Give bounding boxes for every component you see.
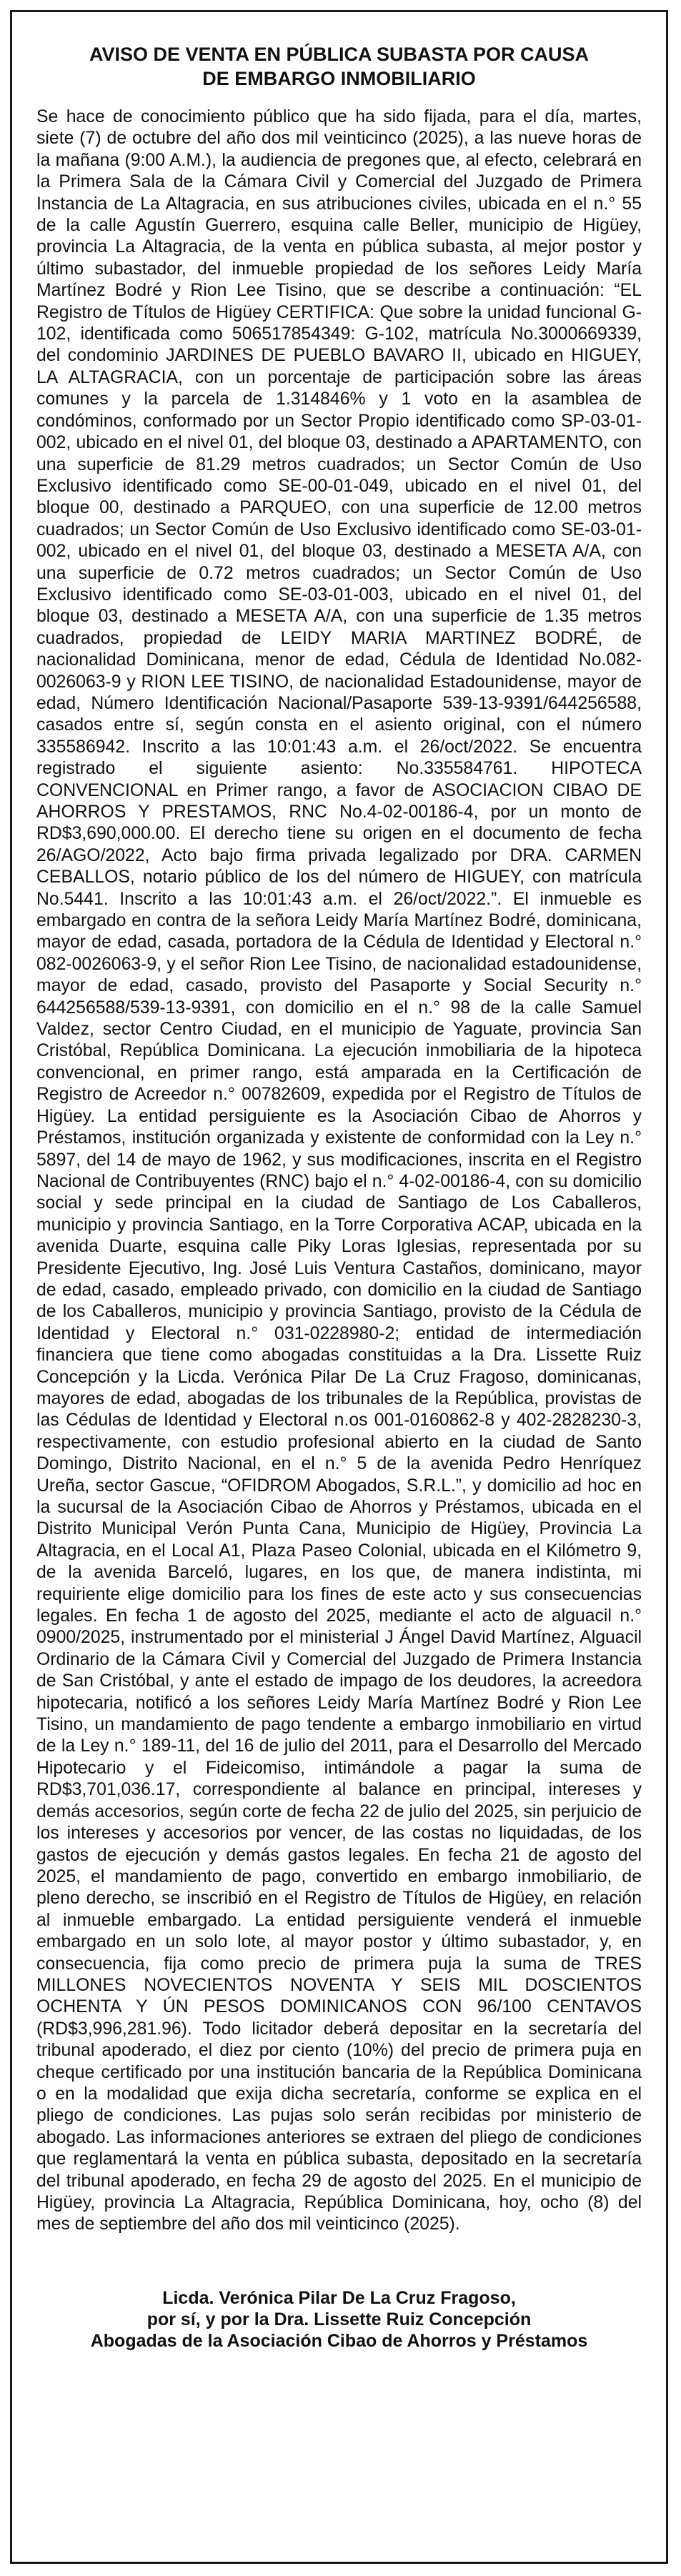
- signature-line-2: por sí, y por la Dra. Lissette Ruiz Concepción: [146, 2309, 532, 2329]
- notice-title-line-1: AVISO DE VENTA EN PÚBLICA SUBASTA POR CAUSA: [89, 44, 590, 65]
- signature-line-3: Abogadas de la Asociación Cibao de Ahorros y Préstamos: [90, 2330, 588, 2351]
- signature-line-1: Licda. Verónica Pilar De La Cruz Fragoso,: [162, 2287, 516, 2308]
- notice-title-line-2: DE EMBARGO INMOBILIARIO: [202, 68, 476, 89]
- notice-body: Se hace de conocimiento público que ha sido fijada, para el día, martes, siete (7) de octubre del año dos mil veinticinco (2025), a las nueve horas de la mañana (9:00 A.M.), la audiencia de pregones que, al efecto, celebrará en la Primera Sala de la Cámara Civil y Comercial del Juzgado de Primera Instancia de La Altagracia, en sus atribuciones civiles, ubicada en el n.° 55 de la calle Agustín Guerrero, esquina calle Beller, municipio de Higüey, provincia La Altagracia, de la venta en pública subasta, al mejor postor y último subastador, del inmueble propiedad de los señores Leidy María Martínez Bodré y Rion Lee Tisino, que se describe a continuación: “EL Registro de Títulos de Higüey CERTIFICA: Que sobre la unidad funcional G-102, identificada como 506517854349: G-102, matrícula No.3000669339, del condominio JARDINES DE PUEBLO BAVARO II, ubicado en HIGUEY, LA ALTAGRACIA, con un porcentaje de participación sobre las áreas comunes y la parcela de 1.314846% y 1 voto en la asamblea de condóminos, conformado por un Sector Propio identificado como SP-03-01-002, ubicado en el nivel 01, del bloque 03, destinado a APARTAMENTO, con una superficie de 81.29 metros cuadrados; un Sector Común de Uso Exclusivo identificado como SE-00-01-049, ubicado en el nivel 01, del bloque 00, destinado a PARQUEO, con una superficie de 12.00 metros cuadrados; un Sector Común de Uso Exclusivo identificado como SE-03-01-002, ubicado en el nivel 01, del bloque 03, destinado a MESETA A/A, con una superficie de 0.72 metros cuadrados; un Sector Común de Uso Exclusivo identificado como SE-03-01-003, ubicado en el nivel 01, del bloque 03, destinado a MESETA A/A, con una superficie de 1.35 metros cuadrados, propiedad de LEIDY MARIA MARTINEZ BODRÉ, de nacionalidad Dominicana, menor de edad, Cédula de Identidad No.082-0026063-9 y RION LEE TISINO, de nacionalidad Estadounidense, mayor de edad, Número Identificación Nacional/Pasaporte 539-13-9391/644256588, casados entre sí, según consta en el asiento original, con el número 335586942. Inscrito a las 10:01:43 a.m. el 26/oct/2022. Se encuentra registrado el siguiente asiento: No.335584761. HIPOTECA CONVENCIONAL en Primer rango, a favor de ASOCIACION CIBAO DE AHORROS Y PRESTAMOS, RNC No.4-02-00186-4, por un monto de RD$3,690,000.00. El derecho tiene su origen en el documento de fecha 26/AGO/2022, Acto bajo firma privada legalizado por DRA. CARMEN CEBALLOS, notario público de los del número de HIGUEY, con matrícula No.5441. Inscrito a las 10:01:43 a.m. el 26/oct/2022.”. El inmueble es embargado en contra de la señora Leidy María Martínez Bodré, dominicana, mayor de edad, casada, portadora de la Cédula de Identidad y Electoral n.° 082-0026063-9, y el señor Rion Lee Tisino, de nacionalidad estadounidense, mayor de edad, casado, provisto del Pasaporte y Social Security n.° 644256588/539-13-9391, con domicilio en el n.° 98 de la calle Samuel Valdez, sector Centro Ciudad, en el municipio de Yaguate, provincia San Cristóbal, República Dominicana. La ejecución inmobiliaria de la hipoteca convencional, en primer rango, está amparada en la Certificación de Registro de Acreedor n.° 00782609, expedida por el Registro de Títulos de Higüey. La entidad persiguiente es la Asociación Cibao de Ahorros y Préstamos, institución organizada y existente de conformidad con la Ley n.° 5897, del 14 de mayo de 1962, y sus modificaciones, inscrita en el Registro Nacional de Contribuyentes (RNC) bajo el n.° 4-02-00186-4, con su domicilio social y sede principal en la ciudad de Santiago de Los Caballeros, municipio y provincia Santiago, en la Torre Corporativa ACAP, ubicada en la avenida Duarte, esquina calle Piky Loras Iglesias, representada por su Presidente Ejecutivo, Ing. José Luis Ventura Castaños, dominicano, mayor de edad, casado, empleado privado, con domicilio en la ciudad de Santiago de los Caballeros, municipio y provincia Santiago, provisto de la Cédula de Identidad y Electoral n.° 031-0228980-2; entidad de intermediación financiera que tiene como abogadas constituidas a la Dra. Lissette Ruiz Concepción y la Licda. Verónica Pilar De La Cruz Fragoso, dominicanas, mayores de edad, abogadas de los tribunales de la República, provistas de las Cédulas de Identidad y Electoral n.os 001-0160862-8 y 402-2828230-3, respectivamente, con estudio profesional abierto en la ciudad de Santo Domingo, Distrito Nacional, en el n.° 5 de la avenida Pedro Henríquez Ureña, sector Gascue, “OFIDROM Abogados, S.R.L.”, y domicilio ad hoc en la sucursal de la Asociación Cibao de Ahorros y Préstamos, ubicada en el Distrito Municipal Verón Punta Cana, Municipio de Higüey, Provincia La Altagracia, en el Local A1, Plaza Paseo Colonial, ubicada en el Kilómetro 9, de la avenida Barceló, lugares, en los que, de manera indistinta, mi requiriente elige domicilio para los fines de este acto y sus consecuencias legales. En fecha 1 de agosto del 2025, mediante el acto de alguacil n.° 0900/2025, instrumentado por el ministerial J Ángel David Martínez, Alguacil Ordinario de la Cámara Civil y Comercial del Juzgado de Primera Instancia de San Cristóbal, y ante el estado de impago de los deudores, la acreedora hipotecaria, notificó a los señores Leidy María Martínez Bodré y Rion Lee Tisino, un mandamiento de pago tendente a embargo inmobiliario en virtud de la Ley n.° 189-11, del 16 de julio del 2011, para el Desarrollo del Mercado Hipotecario y el Fideicomiso, intimándole a pagar la suma de RD$3,701,036.17, correspondiente al balance en principal, intereses y demás accesorios, según corte de fecha 22 de julio del 2025, sin perjuicio de los intereses y accesorios por vencer, de las costas no liquidadas, de los gastos de ejecución y demás gastos legales. En fecha 21 de agosto del 2025, el mandamiento de pago, convertido en embargo inmobiliario, de pleno derecho, se inscribió en el Registro de Títulos de Higüey, en relación al inmueble embargado. La entidad persiguiente venderá el inmueble embargado en un solo lote, al mayor postor y último subastador, y, en consecuencia, fija como precio de primera puja la suma de TRES MILLONES NOVECIENTOS NOVENTA Y SEIS MIL DOSCIENTOS OCHENTA Y ÚN PESOS DOMINICANOS CON 96/100 CENTAVOS (RD$3,996,281.96). Todo licitador deberá depositar en la secretaría del tribunal apoderado, el diez por ciento (10%) del precio de primera puja en cheque certificado por una institución bancaria de la República Dominicana o en la modalidad que exija dicha secretaría, conforme se explica en el pliego de condiciones. Las pujas solo serán recibidas por ministerio de abogado. Las informaciones anteriores se extraen del pliego de condiciones que reglamentará la venta en pública subasta, depositado en la secretaría del tribunal apoderado, en fecha 29 de agosto del 2025. En el municipio de Higüey, provincia La Altagracia, República Dominicana, hoy, ocho (8) del mes de septiembre del año dos mil veinticinco (2025).: [36, 107, 642, 2234]
- legal-notice: [10, 10, 668, 2564]
- signature-block: [36, 2287, 642, 2352]
- notice-title: [36, 42, 642, 91]
